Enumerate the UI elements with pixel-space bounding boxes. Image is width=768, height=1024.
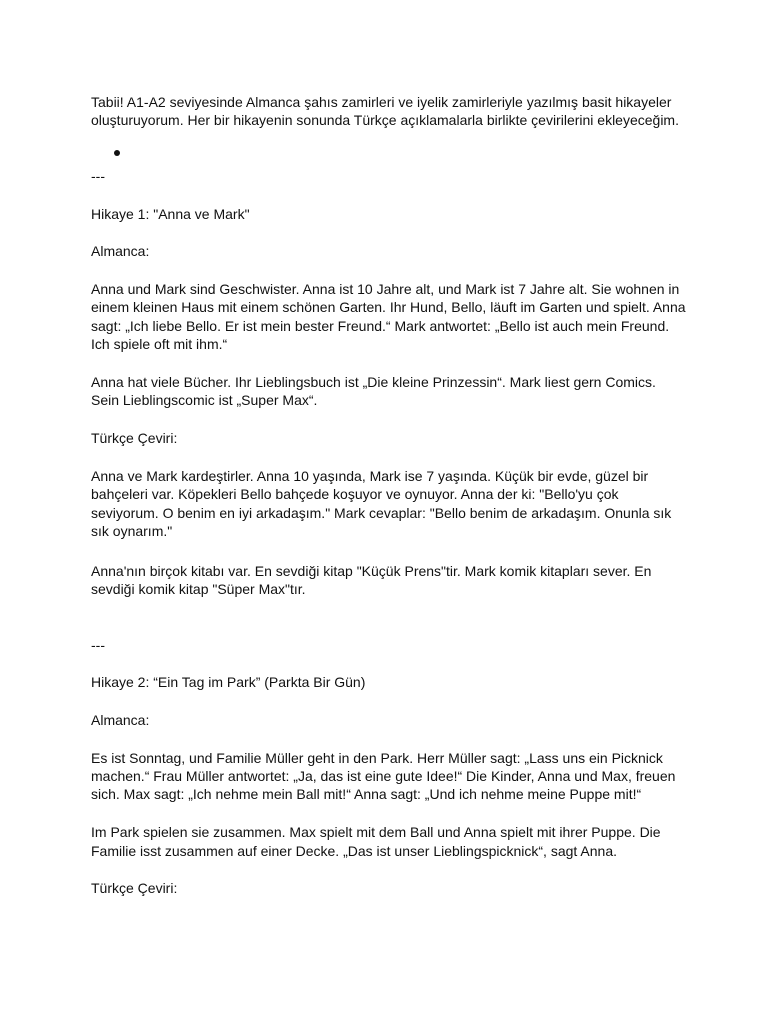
story2-german-p1-line-3: sich. Max sagt: „Ich nehme mein Ball mit!“ Anna sagt: „Und ich nehme meine Puppe mit!“	[91, 786, 642, 802]
story1-german-p1-line-3: sagt: „Ich liebe Bello. Er ist mein bester Freund.“ Mark antwortet: „Bello ist auch mein Freund.	[91, 318, 670, 334]
story1-german-p2-line-2: Sein Lieblingscomic ist „Super Max“.	[91, 392, 318, 408]
intro-line-1: Tabii! A1-A2 seviyesinde Almanca şahıs zamirleri ve iyelik zamirleriyle yazılmış basit hikayeler	[91, 94, 672, 110]
separator-2: ---	[91, 637, 105, 653]
story2-german-p2-line-2: Familie isst zusammen auf einer Decke. „Das ist unser Lieblingspicknick“, sagt Anna.	[91, 843, 617, 859]
story1-turkish-p1-line-4: sık oynarım."	[91, 523, 173, 539]
story1-turkish-p2-line-1: Anna'nın birçok kitabı var. En sevdiği kitap "Küçük Prens"tir. Mark komik kitapları sever. En	[91, 563, 652, 579]
story2-german-label: Almanca:	[91, 712, 150, 728]
separator-1: ---	[91, 168, 105, 184]
story2-title: Hikaye 2: “Ein Tag im Park” (Parkta Bir Gün)	[91, 674, 366, 690]
intro-line-2: oluşturuyorum. Her bir hikayenin sonunda Türkçe açıklamalarla birlikte çevirilerini ekleyeceğim.	[91, 112, 679, 128]
story1-german-p1-line-1: Anna und Mark sind Geschwister. Anna ist 10 Jahre alt, und Mark ist 7 Jahre alt. Sie wohnen in	[91, 281, 680, 297]
story1-turkish-p1-line-2: bahçeleri var. Köpekleri Bello bahçede koşuyor ve oynuyor. Anna der ki: "Bello'yu çok	[91, 486, 619, 502]
story1-turkish-p1-line-3: seviyorum. O benim en iyi arkadaşım." Mark cevaplar: "Bello benim de arkadaşım. Onunla sık	[91, 505, 672, 521]
story2-german-p1-line-2: machen.“ Frau Müller antwortet: „Ja, das ist eine gute Idee!“ Die Kinder, Anna und Max, freuen	[91, 768, 676, 784]
story1-turkish-p1-line-1: Anna ve Mark kardeştirler. Anna 10 yaşında, Mark ise 7 yaşında. Küçük bir evde, güzel bir	[91, 468, 649, 484]
empty-bullet	[114, 150, 120, 156]
story2-german-p2-line-1: Im Park spielen sie zusammen. Max spielt mit dem Ball und Anna spielt mit ihrer Puppe. Die	[91, 824, 661, 840]
story1-german-p1-line-4: Ich spiele oft mit ihm.“	[91, 336, 228, 352]
story1-turkish-label: Türkçe Çeviri:	[91, 430, 178, 446]
story2-turkish-label: Türkçe Çeviri:	[91, 880, 178, 896]
story2-german-p1-line-1: Es ist Sonntag, und Familie Müller geht in den Park. Herr Müller sagt: „Lass uns ein Picknick	[91, 750, 663, 766]
story1-german-label: Almanca:	[91, 243, 150, 259]
story1-turkish-p2-line-2: sevdiği komik kitap "Süper Max"tır.	[91, 581, 306, 597]
story1-german-p2-line-1: Anna hat viele Bücher. Ihr Lieblingsbuch ist „Die kleine Prinzessin“. Mark liest gern Comics.	[91, 374, 656, 390]
story1-title: Hikaye 1: "Anna ve Mark"	[91, 206, 250, 222]
story1-german-p1-line-2: einem kleinen Haus mit einem schönen Garten. Ihr Hund, Bello, läuft im Garten und spielt. Anna	[91, 299, 686, 315]
